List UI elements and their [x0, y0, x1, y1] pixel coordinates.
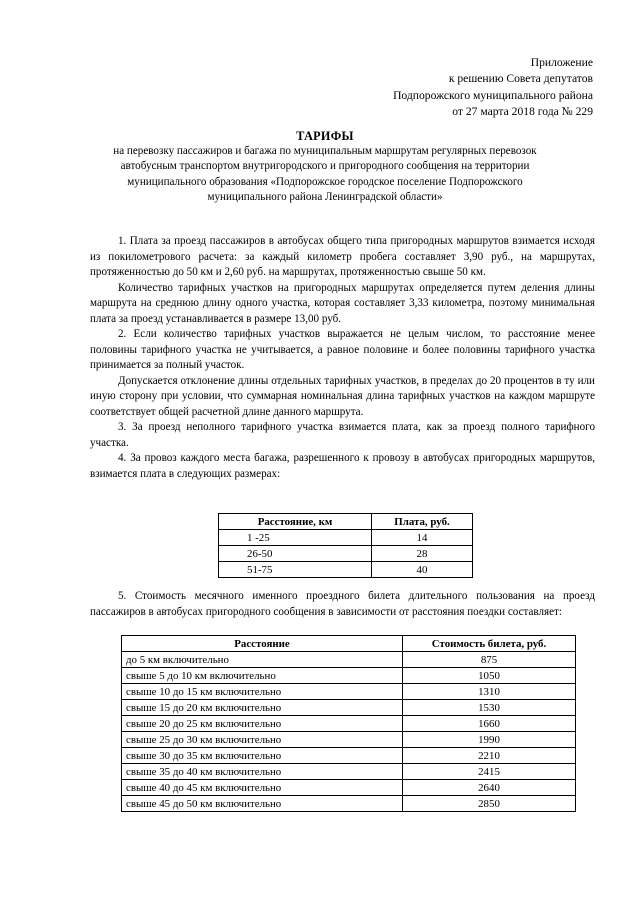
- paragraph-3: 3. За проезд неполного тарифного участка взимается плата, как за проезд полного тарифного участка.: [90, 421, 595, 449]
- table-row: [219, 530, 473, 546]
- table-row: [122, 700, 576, 716]
- price-cell: 28: [372, 546, 473, 562]
- table-header-row: [122, 636, 576, 652]
- distance-cell: 51-75: [219, 562, 372, 578]
- distance-cell: свыше 15 до 20 км включительно: [122, 700, 403, 716]
- column-header: Расстояние: [122, 636, 403, 652]
- subscription-table: [121, 635, 576, 812]
- table-row: [122, 732, 576, 748]
- table-row: [122, 796, 576, 812]
- paragraph-1-cont: Количество тарифных участков на пригородных маршрутах определяется путем деления длины маршрута на среднюю длину одного участка, которая составляет 3,33 километра, поэтому минимальная плата за проезд устанавливается в размере 13,00 руб.: [90, 281, 595, 325]
- table-row: [122, 748, 576, 764]
- paragraph-4: 4. За провоз каждого места багажа, разрешенного к провозу в автобусах пригородных маршрутов, взимается плата в следующих размерах:: [90, 452, 595, 480]
- price-cell: 1530: [403, 700, 576, 716]
- price-cell: 2850: [403, 796, 576, 812]
- council-name: Подпорожского муниципального района: [393, 88, 593, 102]
- table-row: [219, 562, 473, 578]
- baggage-table: [218, 513, 473, 578]
- distance-cell: свыше 40 до 45 км включительно: [122, 780, 403, 796]
- column-header: Плата, руб.: [372, 514, 473, 530]
- distance-cell: свыше 35 до 40 км включительно: [122, 764, 403, 780]
- document-title: ТАРИФЫ: [296, 129, 354, 143]
- table-row: [122, 668, 576, 684]
- distance-cell: свыше 20 до 25 км включительно: [122, 716, 403, 732]
- table-row: [122, 764, 576, 780]
- document-body: [90, 234, 595, 482]
- paragraph-2: 2. Если количество тарифных участков выражается не целым числом, то расстояние менее половины тарифного участка не учитывается, а равное половине и более половины тарифного участка принимается за полный участок.: [90, 328, 595, 371]
- table-row: [122, 716, 576, 732]
- table-row: [122, 652, 576, 668]
- distance-cell: свыше 30 до 35 км включительно: [122, 748, 403, 764]
- price-cell: 1310: [403, 684, 576, 700]
- price-cell: 40: [372, 562, 473, 578]
- paragraph-2-cont: Допускается отклонение длины отдельных тарифных участков, в пределах до 20 процентов в ту или иную сторону при условии, что суммарная номинальная длина тарифных участков на каждом маршруте соответствует общей расчетной длине данного маршрута.: [90, 374, 595, 418]
- subtitle-line: муниципального образования «Подпорожское городское поселение Подпорожского: [127, 175, 523, 188]
- subtitle-line: автобусным транспортом внутригородского и пригородного сообщения на территории: [120, 160, 530, 173]
- subtitle-line: муниципального района Ленинградской области»: [207, 191, 443, 204]
- table-header-row: [219, 514, 473, 530]
- distance-cell: свыше 10 до 15 км включительно: [122, 684, 403, 700]
- distance-cell: до 5 км включительно: [122, 652, 403, 668]
- distance-cell: свыше 45 до 50 км включительно: [122, 796, 403, 812]
- price-cell: 1050: [403, 668, 576, 684]
- column-header: Расстояние, км: [219, 514, 372, 530]
- price-cell: 2210: [403, 748, 576, 764]
- decision-date: от 27 марта 2018 года № 229: [452, 104, 593, 118]
- paragraph-1: 1. Плата за проезд пассажиров в автобусах общего типа пригородных маршрутов взимается исходя из покилометрового расчета: за каждый километр пробега составляет 3,90 руб., на маршрутах, протяженностью до 50 км и 2,60 руб. на маршрутах, протяженностью свыше 50 км.: [90, 235, 595, 278]
- price-cell: 2415: [403, 764, 576, 780]
- table-row: [122, 684, 576, 700]
- appendix-header: [393, 55, 593, 120]
- table-row: [122, 780, 576, 796]
- price-cell: 1660: [403, 716, 576, 732]
- decision-ref: к решению Совета депутатов: [448, 72, 593, 86]
- distance-cell: 1 -25: [219, 530, 372, 546]
- price-cell: 875: [403, 652, 576, 668]
- distance-cell: свыше 5 до 10 км включительно: [122, 668, 403, 684]
- document-subtitle: [80, 144, 570, 206]
- price-cell: 2640: [403, 780, 576, 796]
- paragraph-5-block: [90, 589, 595, 620]
- table-row: [219, 546, 473, 562]
- distance-cell: свыше 25 до 30 км включительно: [122, 732, 403, 748]
- appendix-label: Приложение: [530, 56, 593, 69]
- distance-cell: 26-50: [219, 546, 372, 562]
- column-header: Стоимость билета, руб.: [403, 636, 576, 652]
- price-cell: 1990: [403, 732, 576, 748]
- price-cell: 14: [372, 530, 473, 546]
- paragraph-5: 5. Стоимость месячного именного проездного билета длительного пользования на проезд пассажиров в автобусах пригородного сообщения в зависимости от расстояния поездки составляет:: [90, 590, 595, 618]
- subtitle-line: на перевозку пассажиров и багажа по муниципальным маршрутам регулярных перевозок: [113, 145, 537, 157]
